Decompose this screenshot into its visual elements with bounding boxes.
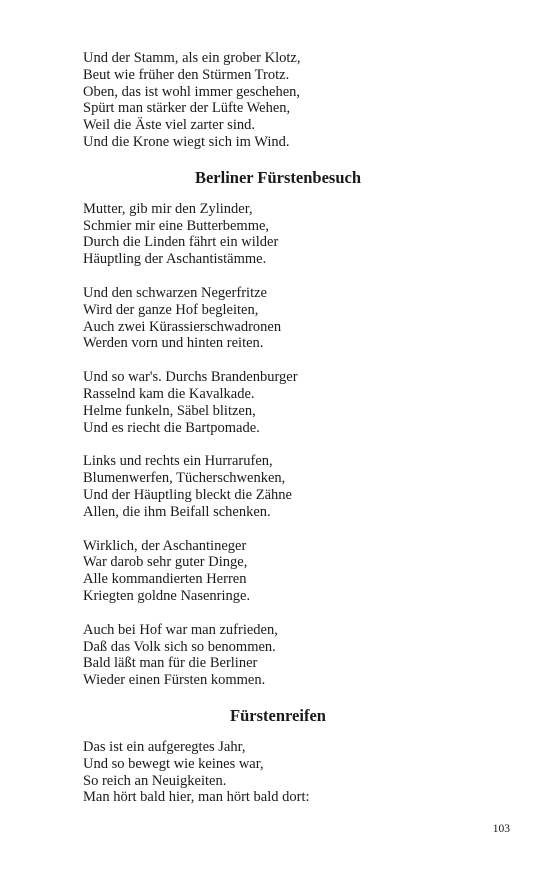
verse-line: Durch die Linden fährt ein wilder [83,234,279,251]
verse-line: Daß das Volk sich so benommen. [83,638,276,655]
verse-line: Auch zwei Kürassierschwadronen [83,318,282,335]
verse-line: Häuptling der Aschantistämme. [83,251,267,268]
verse-line: Allen, die ihm Beifall schenken. [83,503,271,520]
verse-line: Beut wie früher den Stürmen Trotz. [83,66,290,83]
verse-line: Wirklich, der Aschantineger [83,537,247,554]
stanza [83,453,473,520]
stanza [83,622,473,689]
stanza [83,285,473,352]
verse-line: Spürt man stärker der Lüfte Wehen, [83,100,291,117]
verse-line: Und es riecht die Bartpomade. [83,419,260,436]
poem-title: Berliner Fürstenbesuch [194,167,362,187]
verse-line: Kriegten goldne Nasenringe. [83,587,251,604]
verse-line: So reich an Neuigkeiten. [83,772,227,789]
stanza [83,201,473,268]
verse-line: Und die Krone wiegt sich im Wind. [83,133,290,150]
verse-line: Oben, das ist wohl immer geschehen, [83,83,301,100]
stanza [83,739,473,806]
verse-line: Und so war's. Durchs Brandenburger [83,369,298,386]
verse-line: Bald läßt man für die Berliner [83,655,258,672]
verse-line: Und der Stamm, als ein grober Klotz, [83,50,301,66]
verse-line: Auch bei Hof war man zufrieden, [83,621,278,638]
verse-line: Und den schwarzen Negerfritze [83,284,267,301]
stanza [83,369,473,436]
verse-line: War darob sehr guter Dinge, [83,554,248,571]
stanza [83,538,473,605]
verse-line: Mutter, gib mir den Zylinder, [83,200,253,217]
verse-line: Wird der ganze Hof begleiten, [83,301,259,318]
verse-line: Alle kommandierten Herren [83,571,247,588]
verse-line: Man hört bald hier, man hört bald dort: [83,789,310,806]
verse-line: Wieder einen Fürsten kommen. [83,672,266,689]
verse-line: Weil die Äste viel zarter sind. [83,117,255,134]
verse-line: Werden vorn und hinten reiten. [83,335,264,352]
poem-title: Fürstenreifen [230,705,326,725]
poem-page [83,50,473,823]
verse-line: Links und rechts ein Hurrarufen, [83,453,273,470]
verse-line: Das ist ein aufgeregtes Jahr, [83,738,246,755]
verse-line: Und der Häuptling bleckt die Zähne [83,486,292,503]
verse-line: Blumenwerfen, Tücherschwenken, [83,470,286,487]
stanza [83,50,473,151]
verse-line: Helme funkeln, Säbel blitzen, [83,402,256,419]
verse-line: Rasselnd kam die Kavalkade. [83,385,255,402]
verse-line: Und so bewegt wie keines war, [83,755,264,772]
page-number: 103 [492,823,510,835]
verse-line: Schmier mir eine Butterbemme, [83,217,270,234]
